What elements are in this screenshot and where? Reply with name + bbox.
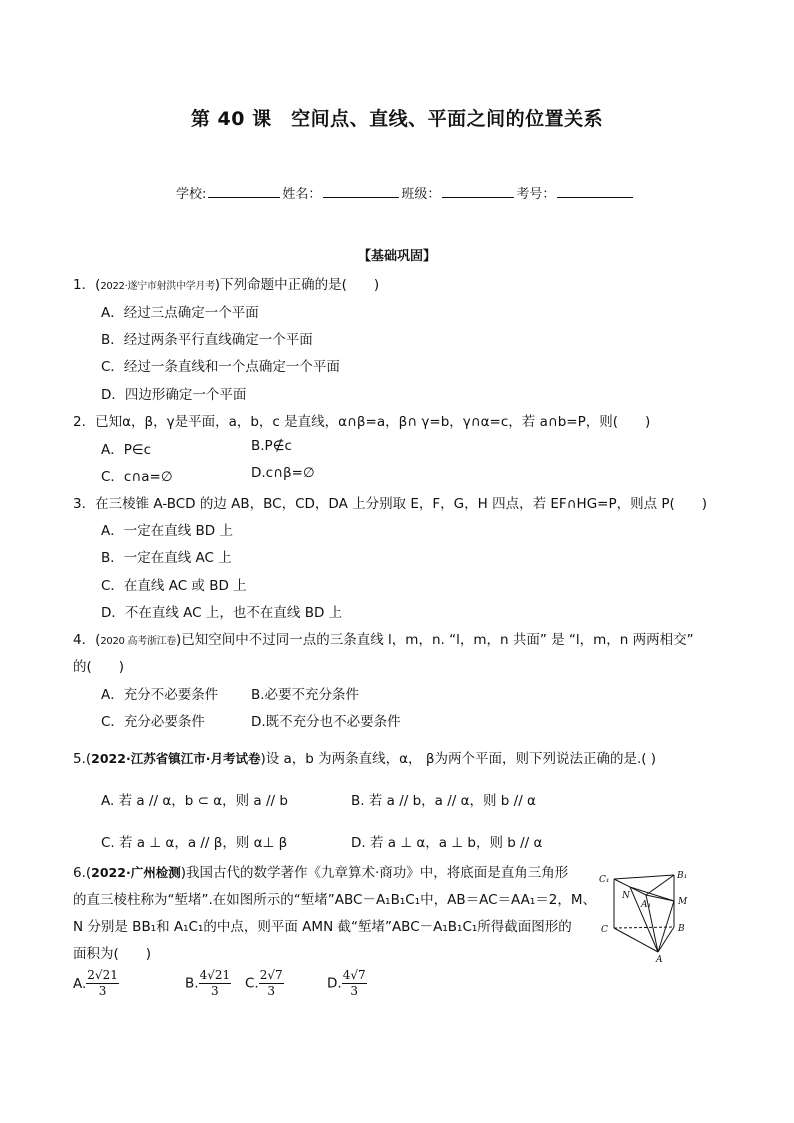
question-5-number: 5.(	[73, 751, 92, 767]
question-6-number: 6.(	[73, 865, 92, 881]
option-a-numerator: 2√21	[87, 968, 118, 982]
option-d-label: D.	[327, 975, 342, 992]
question-5-source: 2022·江苏省镇江市·月考试卷	[91, 751, 261, 766]
edge-a1-b1	[646, 875, 674, 895]
question-2-options-row1	[101, 438, 292, 458]
question-6-stem-line1	[73, 861, 568, 881]
question-4-option-b: B.必要不充分条件	[251, 687, 360, 703]
question-2-option-a: A．P∈c	[101, 442, 152, 458]
label-c1: C₁	[599, 875, 610, 885]
class-label: 班级：	[401, 187, 441, 202]
question-4-option-d: D.既不充分也不必要条件	[251, 714, 401, 730]
page-title: 第 40 课 空间点、直线、平面之间的位置关系	[190, 108, 604, 130]
name-blank[interactable]	[323, 185, 399, 198]
exam-no-blank[interactable]	[557, 185, 633, 198]
question-3-option-b: B．一定在直线 AC 上	[101, 550, 232, 566]
label-m: M	[678, 897, 688, 907]
question-3-option-a: A．一定在直线 BD 上	[101, 523, 233, 539]
section-heading: 【基础巩固】	[357, 249, 436, 264]
question-6-source: 2022·广州检测	[91, 865, 181, 880]
question-6-option-d	[327, 968, 367, 999]
question-5-option-a: A. 若 a // α，b ⊂ α，则 a // b	[101, 793, 288, 809]
question-6-option-a	[73, 968, 119, 998]
question-5-text: )设 a，b 为两条直线，α， β为两个平面，则下列说法正确的是.( )	[260, 751, 657, 767]
question-1-text: )下列命题中正确的是( )	[214, 277, 380, 293]
question-1-stem	[73, 273, 379, 293]
question-2-options-row2	[101, 465, 315, 485]
question-6-options	[73, 968, 366, 999]
name-label: 姓名：	[282, 187, 322, 202]
question-3-option-c: C．在直线 AC 或 BD 上	[101, 578, 247, 594]
question-4-stem	[73, 628, 694, 648]
question-2-option-c: C．c∩a=∅	[101, 469, 173, 485]
option-c-numerator: 2√7	[259, 968, 283, 982]
question-1-source: 2022·遂宁市射洪中学月考	[100, 281, 215, 292]
question-2-option-d: D.c∩β=∅	[251, 465, 315, 481]
option-d-numerator: 4√7	[342, 968, 366, 982]
question-3-option-d: D．不在直线 AC 上，也不在直线 BD 上	[101, 605, 343, 621]
question-6-stem-line4: 面积为( )	[73, 946, 152, 962]
option-b-numerator: 4√21	[199, 968, 231, 982]
question-1-option-c: C．经过一条直线和一个点确定一个平面	[101, 359, 340, 375]
question-6-option-b	[185, 968, 231, 999]
question-3-stem: 3．在三棱锥 A-BCD 的边 AB，BC，CD，DA 上分别取 E，F，G，H 四点，若 EF∩HG=P，则点 P( )	[73, 496, 708, 512]
segment-m-a	[658, 901, 674, 952]
question-1-option-a: A．经过三点确定一个平面	[101, 305, 259, 321]
option-d-denominator: 3	[350, 984, 358, 998]
label-c: C	[601, 925, 608, 935]
option-b-denominator: 3	[211, 984, 219, 998]
question-1-option-d: D．四边形确定一个平面	[101, 387, 247, 403]
edge-c-a	[614, 928, 658, 952]
question-4-stem-cont: 的( )	[73, 659, 125, 675]
question-4-options-row1	[101, 683, 360, 703]
question-4-option-c: C．充分必要条件	[101, 714, 205, 730]
question-6-text-1: )我国古代的数学著作《九章算术·商功》中，将底面是直角三角形	[180, 865, 569, 881]
label-a: A	[656, 955, 663, 965]
edge-c-b-hidden	[614, 927, 674, 928]
exam-no-label: 考号：	[516, 187, 556, 202]
question-4-text: )已知空间中不过同一点的三条直线 l，m，n. “l，m，n 共面” 是 “l，m，n 两两相交”	[176, 632, 694, 648]
edge-a-b	[658, 927, 674, 952]
question-5-option-c: C. 若 a ⊥ α，a // β，则 α⊥ β	[101, 835, 288, 851]
question-4-options-row2	[101, 710, 401, 730]
question-4-number: 4．(	[73, 632, 101, 648]
option-d-fraction	[342, 968, 367, 999]
option-a-denominator: 3	[98, 984, 107, 998]
option-c-fraction	[259, 968, 284, 999]
question-5-option-b: B. 若 a // b，a // α，则 b // α	[351, 793, 536, 809]
question-1-option-b: B．经过两条平行直线确定一个平面	[101, 332, 313, 348]
option-b-fraction	[199, 968, 232, 999]
option-c-label: C.	[245, 975, 259, 992]
class-blank[interactable]	[442, 185, 514, 198]
question-4-option-a: A．充分不必要条件	[101, 687, 219, 703]
question-5-option-d: D. 若 a ⊥ α，a ⊥ b，则 b // α	[351, 835, 543, 851]
label-a1: A₁	[641, 900, 652, 910]
question-6-stem-line2: 的直三棱柱称为“堑堵”.在如图所示的“堑堵”ABC－A₁B₁C₁中，AB＝AC＝AA₁＝2，M、	[73, 892, 597, 908]
question-4-source: 2020 高考浙江卷	[100, 636, 176, 647]
option-a-fraction	[86, 968, 119, 999]
school-label: 学校:	[176, 187, 207, 202]
option-c-denominator: 3	[267, 984, 275, 998]
edge-c1-b1	[614, 875, 674, 879]
question-6-stem-line3: N 分别是 BB₁和 A₁C₁的中点，则平面 AMN 截“堑堵”ABC－A₁B₁C₁所得截面图形的	[73, 919, 572, 935]
segment-n-m	[630, 887, 674, 901]
option-b-label: B.	[185, 975, 199, 992]
label-n: N	[622, 891, 630, 901]
question-1-number: 1．(	[73, 277, 101, 293]
question-2-option-b: B.P∉c	[251, 438, 292, 454]
question-5-options-row2	[101, 831, 543, 851]
question-2-stem: 2．已知α，β，γ是平面，a，b，c 是直线，α∩β=a，β∩ γ=b，γ∩α=c，若 a∩b=P，则( )	[73, 414, 651, 430]
question-6-option-c	[245, 968, 284, 999]
label-b1: B₁	[677, 871, 688, 881]
option-a-label: A.	[73, 975, 87, 992]
label-b: B	[678, 924, 685, 934]
prism-figure	[596, 865, 696, 965]
student-info-row	[176, 183, 635, 202]
question-5-stem	[73, 747, 656, 767]
question-5-options-row1	[101, 789, 536, 809]
school-blank[interactable]	[208, 185, 280, 198]
